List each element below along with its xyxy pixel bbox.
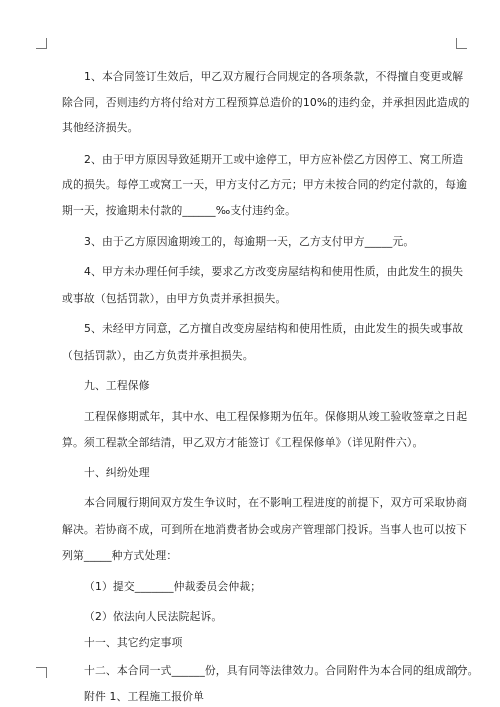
crop-mark-top-right — [456, 38, 467, 49]
section-10-heading: 十、纠纷处理 — [84, 466, 150, 479]
clause-2-line-2: 成的损失。每停工或窝工一天，甲方支付乙方元；甲方未按合同的约定付款的，每逾 — [62, 178, 468, 191]
clause-4-line-1: 4、甲方未办理任何手续，要求乙方改变房屋结构和使用性质，由此发生的损失 — [84, 265, 464, 278]
clause-3-line-1: 3、由于乙方原因逾期竣工的，每逾期一天，乙方支付甲方_____元。 — [84, 235, 415, 248]
section-10-line-1: 本合同履行期间双方发生争议时，在不影响工程进度的前提下，双方可采取协商 — [84, 496, 468, 509]
section-9-line-1: 工程保修期贰年，其中水、电工程保修期为伍年。保修期从竣工验收签章之日起 — [84, 410, 468, 423]
attachment-1: 附件 1、工程施工报价单 — [84, 690, 205, 703]
section-11-heading: 十一、其它约定事项 — [84, 636, 183, 649]
clause-1-line-2: 除合同，否则违约方将付给对方工程预算总造价的10%的违约金，并承担因此造成的 — [62, 96, 470, 109]
section-9-heading: 九、工程保修 — [84, 379, 150, 392]
section-10-line-2: 解决。若协商不成，可到所在地消费者协会或房产管理部门投诉。当事人也可以按下 — [62, 523, 468, 536]
option-1: （1）提交_______仲裁委员会仲裁； — [84, 580, 262, 593]
crop-mark-top-left — [36, 38, 47, 49]
option-2: （2）依法向人民法院起诉。 — [84, 610, 223, 623]
section-9-line-2: 算。须工程款全部结清，甲乙双方才能签订《工程保修单》（详见附件六）。 — [62, 436, 424, 449]
clause-1-line-1: 1、本合同签订生效后，甲乙双方履行合同规定的各项条款，不得擅自变更或解 — [84, 70, 464, 83]
clause-4-line-2: 或事故（包括罚款），由甲方负责并承担损失。 — [62, 292, 287, 305]
section-10-line-3: 列第_____种方式处理： — [62, 549, 178, 562]
clause-5-line-1: 5、未经甲方同意，乙方擅自改变房屋结构和使用性质，由此发生的损失或事故 — [84, 322, 464, 335]
clause-1-line-3: 其他经济损失。 — [62, 121, 139, 134]
clause-2-line-3: 期一天，按逾期未付款的______‰支付违约金。 — [62, 204, 297, 217]
clause-2-line-1: 2、由于甲方原因导致延期开工或中途停工，甲方应补偿乙方因停工、窝工所造 — [84, 153, 464, 166]
clause-5-line-2: （包括罚款），由乙方负责并承担损失。 — [62, 349, 254, 362]
crop-mark-bottom-left — [36, 667, 47, 678]
section-12-line: 十二、本合同一式______份，具有同等法律效力。合同附件为本合同的组成部分。 — [84, 664, 479, 677]
